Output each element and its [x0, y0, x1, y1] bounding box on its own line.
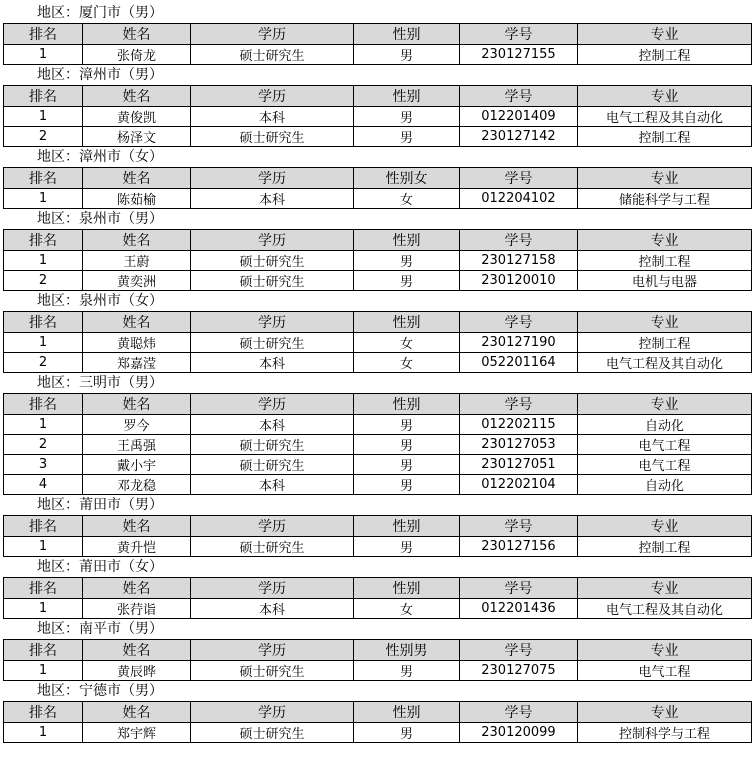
region-section [3, 619, 751, 681]
table-cell: 电气工程 [578, 435, 752, 455]
column-header: 排名 [4, 702, 83, 723]
header-row [4, 230, 752, 251]
column-header: 性别 [354, 312, 460, 333]
table-header [4, 394, 752, 415]
table-cell: 控制科学与工程 [578, 723, 752, 743]
column-header: 专业 [578, 394, 752, 415]
region-section [3, 209, 751, 291]
table-cell: 男 [354, 107, 460, 127]
region-name: 漳州市（男） [79, 67, 163, 83]
table-body [4, 537, 752, 557]
table-cell: 黄俊凯 [83, 107, 191, 127]
header-row [4, 86, 752, 107]
column-header: 学历 [191, 230, 354, 251]
table-cell: 硕士研究生 [191, 127, 354, 147]
region-title [3, 209, 751, 229]
region-section [3, 291, 751, 373]
header-row [4, 702, 752, 723]
table-cell: 本科 [191, 107, 354, 127]
column-header: 姓名 [83, 578, 191, 599]
column-header: 学历 [191, 168, 354, 189]
table-cell: 男 [354, 45, 460, 65]
region-name: 泉州市（女） [79, 293, 163, 309]
table-cell: 女 [354, 189, 460, 209]
column-header: 性别 [354, 702, 460, 723]
table-row [4, 189, 752, 209]
table-cell: 男 [354, 455, 460, 475]
table-cell: 男 [354, 661, 460, 681]
table-cell: 230127051 [460, 455, 578, 475]
column-header: 学号 [460, 312, 578, 333]
region-section [3, 147, 751, 209]
table-cell: 230127190 [460, 333, 578, 353]
column-header: 排名 [4, 394, 83, 415]
table-body [4, 107, 752, 147]
table-cell: 本科 [191, 353, 354, 373]
region-name: 三明市（男） [79, 375, 163, 391]
table-row [4, 353, 752, 373]
column-header: 排名 [4, 24, 83, 45]
table-cell: 女 [354, 599, 460, 619]
column-header: 专业 [578, 168, 752, 189]
table-cell: 黄奕洲 [83, 271, 191, 291]
table-cell: 女 [354, 353, 460, 373]
region-section [3, 557, 751, 619]
table-row [4, 475, 752, 495]
column-header: 学历 [191, 702, 354, 723]
column-header: 排名 [4, 640, 83, 661]
region-section [3, 65, 751, 147]
table-cell: 电气工程及其自动化 [578, 353, 752, 373]
region-label: 地区： [37, 5, 79, 21]
table-cell: 控制工程 [578, 333, 752, 353]
column-header: 学号 [460, 168, 578, 189]
table-cell: 控制工程 [578, 537, 752, 557]
table-cell: 硕士研究生 [191, 537, 354, 557]
table-cell: 硕士研究生 [191, 251, 354, 271]
header-row [4, 640, 752, 661]
ranking-table [3, 167, 752, 209]
column-header: 专业 [578, 24, 752, 45]
region-name: 南平市（男） [79, 621, 163, 637]
column-header: 学号 [460, 702, 578, 723]
column-header: 性别 [354, 230, 460, 251]
table-header [4, 168, 752, 189]
table-body [4, 661, 752, 681]
region-section [3, 681, 751, 743]
column-header: 姓名 [83, 168, 191, 189]
table-cell: 罗今 [83, 415, 191, 435]
table-cell: 男 [354, 723, 460, 743]
table-cell: 1 [4, 537, 83, 557]
table-cell: 1 [4, 107, 83, 127]
table-cell: 2 [4, 127, 83, 147]
ranking-table [3, 311, 752, 373]
table-row [4, 45, 752, 65]
table-cell: 硕士研究生 [191, 333, 354, 353]
table-row [4, 455, 752, 475]
column-header: 姓名 [83, 86, 191, 107]
table-header [4, 578, 752, 599]
table-row [4, 599, 752, 619]
table-cell: 230127156 [460, 537, 578, 557]
region-label: 地区： [37, 621, 79, 637]
table-cell: 张倚龙 [83, 45, 191, 65]
column-header: 姓名 [83, 516, 191, 537]
table-cell: 控制工程 [578, 45, 752, 65]
table-header [4, 312, 752, 333]
region-label: 地区： [37, 497, 79, 513]
table-cell: 硕士研究生 [191, 435, 354, 455]
column-header: 姓名 [83, 24, 191, 45]
table-cell: 硕士研究生 [191, 661, 354, 681]
column-header: 学号 [460, 578, 578, 599]
header-row [4, 578, 752, 599]
table-cell: 硕士研究生 [191, 271, 354, 291]
table-cell: 邓龙稳 [83, 475, 191, 495]
table-header [4, 702, 752, 723]
table-cell: 王禹强 [83, 435, 191, 455]
ranking-table [3, 577, 752, 619]
column-header: 专业 [578, 578, 752, 599]
ranking-table [3, 639, 752, 681]
column-header: 性别 [354, 578, 460, 599]
table-cell: 黄聪炜 [83, 333, 191, 353]
ranking-table [3, 229, 752, 291]
table-cell: 本科 [191, 189, 354, 209]
table-cell: 女 [354, 333, 460, 353]
table-header [4, 86, 752, 107]
table-cell: 230120099 [460, 723, 578, 743]
table-cell: 230127142 [460, 127, 578, 147]
table-cell: 男 [354, 537, 460, 557]
table-cell: 男 [354, 271, 460, 291]
column-header: 专业 [578, 640, 752, 661]
column-header: 专业 [578, 230, 752, 251]
column-header: 姓名 [83, 394, 191, 415]
table-cell: 012201436 [460, 599, 578, 619]
table-row [4, 661, 752, 681]
ranking-table [3, 85, 752, 147]
table-body [4, 599, 752, 619]
column-header: 专业 [578, 312, 752, 333]
table-body [4, 415, 752, 495]
region-label: 地区： [37, 293, 79, 309]
column-header: 学历 [191, 578, 354, 599]
header-row [4, 516, 752, 537]
region-label: 地区： [37, 683, 79, 699]
column-header: 学号 [460, 640, 578, 661]
table-cell: 1 [4, 251, 83, 271]
table-cell: 230127158 [460, 251, 578, 271]
column-header: 学历 [191, 86, 354, 107]
table-row [4, 723, 752, 743]
region-section [3, 373, 751, 495]
column-header: 学历 [191, 312, 354, 333]
column-header: 学号 [460, 516, 578, 537]
column-header: 学历 [191, 394, 354, 415]
ranking-table [3, 701, 752, 743]
table-cell: 男 [354, 415, 460, 435]
table-cell: 男 [354, 435, 460, 455]
table-cell: 控制工程 [578, 251, 752, 271]
region-section [3, 3, 751, 65]
header-row [4, 394, 752, 415]
table-row [4, 107, 752, 127]
region-title [3, 65, 751, 85]
table-cell: 本科 [191, 599, 354, 619]
region-title [3, 681, 751, 701]
table-cell: 230120010 [460, 271, 578, 291]
column-header: 姓名 [83, 702, 191, 723]
table-cell: 控制工程 [578, 127, 752, 147]
table-cell: 自动化 [578, 475, 752, 495]
table-cell: 3 [4, 455, 83, 475]
table-cell: 硕士研究生 [191, 455, 354, 475]
ranking-table [3, 515, 752, 557]
column-header: 性别女 [354, 168, 460, 189]
table-cell: 电气工程 [578, 661, 752, 681]
region-name: 漳州市（女） [79, 149, 163, 165]
header-row [4, 24, 752, 45]
region-name: 泉州市（男） [79, 211, 163, 227]
table-cell: 2 [4, 271, 83, 291]
column-header: 姓名 [83, 230, 191, 251]
table-cell: 黄升恺 [83, 537, 191, 557]
table-cell: 1 [4, 333, 83, 353]
table-cell: 陈茹榆 [83, 189, 191, 209]
table-cell: 230127053 [460, 435, 578, 455]
table-cell: 电气工程及其自动化 [578, 107, 752, 127]
table-cell: 4 [4, 475, 83, 495]
table-cell: 男 [354, 127, 460, 147]
table-header [4, 230, 752, 251]
table-cell: 男 [354, 475, 460, 495]
table-row [4, 127, 752, 147]
region-title [3, 291, 751, 311]
table-cell: 052201164 [460, 353, 578, 373]
region-name: 宁德市（男） [79, 683, 163, 699]
region-title [3, 373, 751, 393]
region-name: 厦门市（男） [79, 5, 163, 21]
table-cell: 张荇诣 [83, 599, 191, 619]
table-header [4, 516, 752, 537]
table-cell: 硕士研究生 [191, 45, 354, 65]
table-row [4, 251, 752, 271]
column-header: 学号 [460, 230, 578, 251]
table-cell: 本科 [191, 415, 354, 435]
column-header: 学号 [460, 86, 578, 107]
table-cell: 1 [4, 723, 83, 743]
table-cell: 电气工程及其自动化 [578, 599, 752, 619]
table-cell: 012202104 [460, 475, 578, 495]
region-name: 莆田市（男） [79, 497, 163, 513]
table-cell: 黄辰晔 [83, 661, 191, 681]
header-row [4, 312, 752, 333]
table-row [4, 271, 752, 291]
table-cell: 012202115 [460, 415, 578, 435]
region-section [3, 495, 751, 557]
table-cell: 电气工程 [578, 455, 752, 475]
region-label: 地区： [37, 149, 79, 165]
column-header: 排名 [4, 230, 83, 251]
table-cell: 2 [4, 353, 83, 373]
region-label: 地区： [37, 559, 79, 575]
region-label: 地区： [37, 375, 79, 391]
column-header: 排名 [4, 578, 83, 599]
region-title [3, 619, 751, 639]
region-title [3, 557, 751, 577]
table-row [4, 415, 752, 435]
column-header: 排名 [4, 168, 83, 189]
table-cell: 230127075 [460, 661, 578, 681]
region-label: 地区： [37, 211, 79, 227]
table-cell: 1 [4, 189, 83, 209]
table-cell: 郑嘉滢 [83, 353, 191, 373]
table-cell: 郑宇辉 [83, 723, 191, 743]
header-row [4, 168, 752, 189]
table-header [4, 24, 752, 45]
table-row [4, 537, 752, 557]
ranking-table [3, 23, 752, 65]
table-cell: 230127155 [460, 45, 578, 65]
table-cell: 1 [4, 599, 83, 619]
column-header: 性别 [354, 516, 460, 537]
ranking-table [3, 393, 752, 495]
table-cell: 自动化 [578, 415, 752, 435]
table-body [4, 251, 752, 291]
column-header: 学历 [191, 24, 354, 45]
table-cell: 012204102 [460, 189, 578, 209]
column-header: 姓名 [83, 640, 191, 661]
table-cell: 电机与电器 [578, 271, 752, 291]
column-header: 学历 [191, 516, 354, 537]
table-cell: 1 [4, 45, 83, 65]
column-header: 学历 [191, 640, 354, 661]
column-header: 专业 [578, 516, 752, 537]
table-cell: 戴小宇 [83, 455, 191, 475]
table-body [4, 723, 752, 743]
table-row [4, 333, 752, 353]
column-header: 学号 [460, 24, 578, 45]
region-label: 地区： [37, 67, 79, 83]
column-header: 学号 [460, 394, 578, 415]
region-name: 莆田市（女） [79, 559, 163, 575]
column-header: 专业 [578, 702, 752, 723]
column-header: 排名 [4, 86, 83, 107]
table-cell: 硕士研究生 [191, 723, 354, 743]
table-body [4, 189, 752, 209]
column-header: 排名 [4, 516, 83, 537]
column-header: 性别 [354, 394, 460, 415]
table-row [4, 435, 752, 455]
table-body [4, 45, 752, 65]
column-header: 排名 [4, 312, 83, 333]
table-body [4, 333, 752, 373]
table-header [4, 640, 752, 661]
table-cell: 1 [4, 415, 83, 435]
region-title [3, 147, 751, 167]
column-header: 姓名 [83, 312, 191, 333]
table-cell: 1 [4, 661, 83, 681]
table-cell: 储能科学与工程 [578, 189, 752, 209]
table-cell: 王蔚 [83, 251, 191, 271]
table-cell: 杨泽文 [83, 127, 191, 147]
region-title [3, 3, 751, 23]
region-title [3, 495, 751, 515]
column-header: 性别 [354, 86, 460, 107]
column-header: 性别男 [354, 640, 460, 661]
table-cell: 012201409 [460, 107, 578, 127]
column-header: 性别 [354, 24, 460, 45]
column-header: 专业 [578, 86, 752, 107]
table-cell: 本科 [191, 475, 354, 495]
table-cell: 2 [4, 435, 83, 455]
table-cell: 男 [354, 251, 460, 271]
